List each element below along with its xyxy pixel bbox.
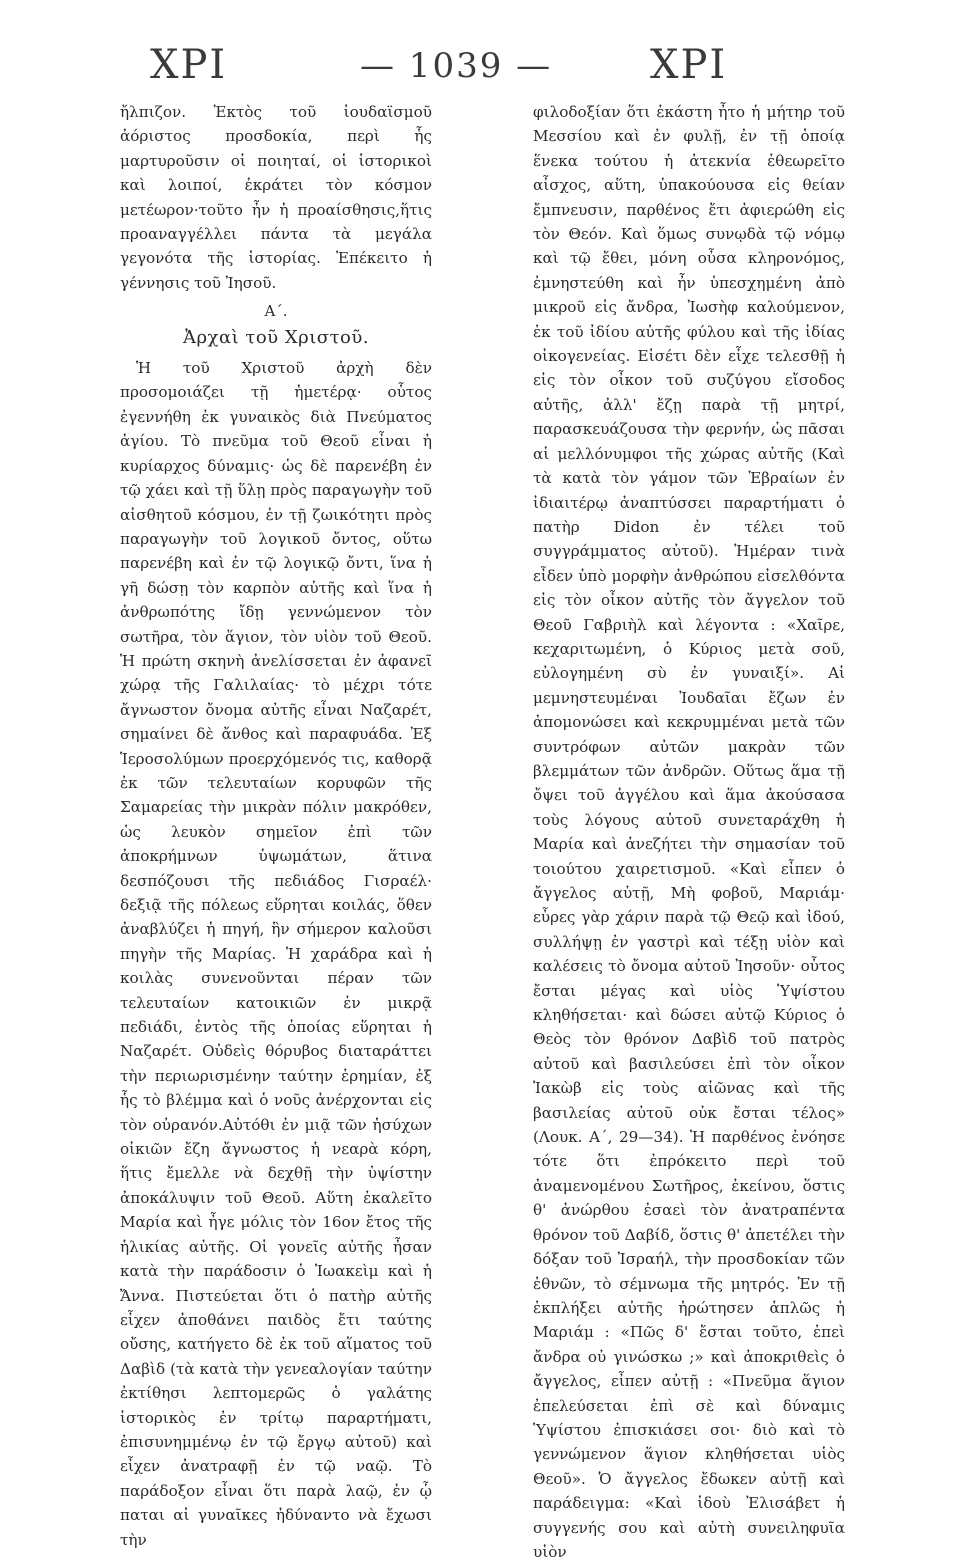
paragraph: Ἡ τοῦ Χριστοῦ ἀρχὴ δὲν προσομοιάζει τῇ ἡμετέρᾳ· οὗτος ἐγεννήθη ἐκ γυναικὸς διὰ Πνεύματος ἁγίου. Τὸ πνεῦμα τοῦ Θεοῦ εἶναι ἡ κυρίαρχος δύναμις· ὡς δὲ παρενέβη ἐν τῷ χάει καὶ τῇ ὕλῃ πρὸς παραγωγὴν τοῦ αἰσθητοῦ κόσμου, ἐν τῇ ζωικότητι πρὸς παραγωγὴν τοῦ λογικοῦ ὄντος, οὕτω παρενέβη καὶ ἐν τῷ λογικῷ ὄντι, ἵνα ἡ γῆ δώσῃ τὸν καρπὸν αὐτῆς καὶ ἵνα ἡ ἀνθρωπότης ἴδῃ γεννώμενον τὸν σωτῆρα, τὸν ἅγιον, τὸν υἱὸν τοῦ Θεοῦ. Ἡ πρώτη σκηνὴ ἀνελίσσεται ἐν ἀφανεῖ χώρᾳ τῆς Γαλιλαίας· τὸ μέχρι τότε ἄγνωστον ὄνομα αὐτῆς εἶναι Ναζαρέτ, σημαίνει δὲ ἄνθος καὶ παραφυάδα. Ἐξ Ἱεροσολύμων προερχόμενός τις, καθορᾷ ἐκ τῶν τελευταίων κορυφῶν τῆς Σαμαρείας τὴν μικρὰν πόλιν μακρόθεν, ὡς λευκὸν σημεῖον ἐπὶ τῶν ἀποκρήμνων ὑψωμάτων, ἅτινα δεσπόζουσι τῆς πεδιάδος Γισραέλ· δεξιᾷ τῆς πόλεως εὕρηται κοιλάς, ὅθεν ἀναβλύζει ἡ πηγή, ἣν σήμερον καλοῦσι πηγὴν τῆς Μαρίας. Ἡ χαράδρα καὶ ἡ κοιλὰς συνενοῦνται πέραν τῶν τελευταίων κατοικιῶν ἐν μικρᾷ πεδιάδι, ἐντὸς τῆς ὁποίας εὕρηται ἡ Ναζαρέτ. Οὐδεὶς θόρυβος διαταράττει τὴν περιωρισμένην ταύτην ἐρημίαν, ἐξ ἧς τὸ βλέμμα καὶ ὁ νοῦς ἀνέρχονται εἰς τὸν οὐρανόν.Αὐτόθι ἐν μιᾷ τῶν ἡσύχων οἰκιῶν ἔζη ἄγνωστος ἡ νεαρὰ κόρη, ἥτις ἔμελλε νὰ δεχθῇ τὴν ὑψίστην ἀποκάλυψιν τοῦ Θεοῦ. Αὕτη ἐκαλεῖτο Μαρία καὶ ἦγε μόλις τὸν 16ον ἔτος τῆς ἡλικίας αὐτῆς. Οἱ γονεῖς αὐτῆς ἦσαν κατὰ τὴν παράδοσιν ὁ Ἰωακεὶμ καὶ ἡ Ἄννα. Πιστεύεται ὅτι ὁ πατὴρ αὐτῆς εἶχεν ἀποθάνει παιδὸς ἔτι ταύτης οὔσης, κατήγετο δὲ ἐκ τοῦ αἵματος τοῦ Δαβὶδ (τὰ κατὰ τὴν γενεαλογίαν ταύτην ἐκτίθησι λεπτομερῶς ὁ γαλάτης ἱστορικὸς ἐν τρίτῳ παραρτήματι, ἐπισυνημμένῳ ἐν τῷ ἔργῳ αὐτοῦ) καὶ εἶχεν ἀνατραφῇ ἐν τῷ ναῷ. Τὸ παράδοξον εἶναι ὅτι παρὰ λαῷ, ἐν ᾧ παται αἱ γυναῖκες ἠδύναντο νὰ ἔχωσι τὴν	[120, 359, 432, 1549]
page-number: — 1039 —	[360, 46, 553, 86]
paragraph: ἤλπιζον. Ἐκτὸς τοῦ ἰουδαϊσμοῦ ἀόριστος προσδοκία, περὶ ἧς μαρτυροῦσιν οἱ ποιηταί, οἱ ἱστορικοὶ καὶ λοιποί, ἐκράτει τὸν κόσμον μετέωρον·τοῦτο ἦν ἡ προαίσθησις,ἥτις προαναγγέλλει πάντα τὰ μεγάλα γεγονότα τῆς ἱστορίας. Ἐπέκειτο ἡ γέννησις τοῦ Ἰησοῦ.	[120, 103, 432, 292]
running-head-left: ΧΡΙ	[150, 42, 228, 88]
left-column	[120, 100, 432, 1549]
section-heading: Ἀρχαὶ τοῦ Χριστοῦ.	[182, 326, 370, 348]
section-number: Α΄.	[264, 302, 288, 321]
page-header	[0, 34, 969, 94]
running-head-right: ΧΡΙ	[650, 42, 728, 88]
paragraph: φιλοδοξίαν ὅτι ἑκάστη ἦτο ἡ μήτηρ τοῦ Μεσσίου καὶ ἐν φυλῇ, ἐν τῇ ὁποίᾳ ἕνεκα τούτου ἡ ἀτεκνία ἐθεωρεῖτο αἶσχος, αὕτη, ὑπακούουσα εἰς θείαν ἔμπνευσιν, παρθένος ἔτι ἀφιερώθη εἰς τὸν Θεόν. Καὶ ὅμως συνῳδὰ τῷ νόμῳ καὶ τῷ ἔθει, μόνη οὖσα κληρονόμος, ἐμνηστεύθη καὶ ἦν ὑπεσχημένη ἀπὸ μικροῦ εἰς ἄνδρα, Ἰωσὴφ καλούμενον, ἐκ τοῦ ἰδίου αὐτῆς φύλου καὶ τῆς ἰδίας οἰκογενείας. Εἰσέτι δὲν εἶχε τελεσθῇ ἡ εἰς τὸν οἶκον τοῦ συζύγου εἴσοδος αὐτῆς, ἀλλ' ἔζῃ παρὰ τῇ μητρί, παρασκευάζουσα τὴν φερνήν, ὡς πᾶσαι αἱ μελλόνυμφοι τῆς χώρας αὐτῆς (Καὶ τὰ κατὰ τὸν γάμον τῶν Ἑβραίων ἐν ἰδιαιτέρῳ ἀναπτύσσει παραρτήματι ὁ πατὴρ Didon ἐν τέλει τοῦ συγγράμματος αὐτοῦ). Ἡμέραν τινὰ εἶδεν ὑπὸ μορφὴν ἀνθρώπου εἰσελθόντα εἰς τὸν οἶκον αὐτῆς τὸν ἄγγελον τοῦ Θεοῦ Γαβριὴλ καὶ λέγοντα : «Χαῖρε, κεχαριτωμένη, ὁ Κύριος μετὰ σοῦ, εὐλογημένη σὺ ἐν γυναιξί». Αἱ μεμνηστευμέναι Ἰουδαῖαι ἔζων ἐν ἀπομονώσει καὶ κεκρυμμέναι μετὰ τῶν συντρόφων αὐτῶν μακρὰν τῶν βλεμμάτων τῶν ἀνδρῶν. Οὕτως ἅμα τῇ ὄψει τοῦ ἀγγέλου καὶ ἅμα ἀκούσασα τοὺς λόγους αὐτοῦ συνεταράχθη ἡ Μαρία καὶ ἀνεζήτει τὴν σημασίαν τοῦ τοιούτου χαιρετισμοῦ. «Καὶ εἶπεν ὁ ἄγγελος αὐτῇ, Μὴ φοβοῦ, Μαριάμ· εὗρες γὰρ χάριν παρὰ τῷ Θεῷ καὶ ἰδού, συλλήψῃ ἐν γαστρὶ καὶ τέξῃ υἱὸν καὶ καλέσεις τὸ ὄνομα αὐτοῦ Ἰησοῦν· οὗτος ἔσται μέγας καὶ υἱὸς Ὑψίστου κληθήσεται· καὶ δώσει αὐτῷ Κύριος ὁ Θεὸς τὸν θρόνον Δαβὶδ τοῦ πατρὸς αὐτοῦ καὶ βασιλεύσει ἐπὶ τὸν οἶκον Ἰακὼβ εἰς τοὺς αἰῶνας καὶ τῆς βασιλείας αὐτοῦ οὐκ ἔσται τέλος» (Λουκ. Α΄, 29—34). Ἡ παρθένος ἐνόησε τότε ὅτι ἐπρόκειτο περὶ τοῦ ἀναμενομένου Σωτῆρος, ἐκείνου, ὅστις θ' ἀνώρθου ἐσαεὶ τὸν ἀνατραπέντα θρόνον τοῦ Δαβίδ, ὅστις θ' ἀπετέλει τὴν δόξαν τοῦ Ἰσραήλ, τὴν προσδοκίαν τῶν ἐθνῶν, τὸ σέμνωμα τῆς μητρός. Ἐν τῇ ἐκπλήξει αὐτῆς ἠρώτησεν ἁπλῶς ἡ Μαριάμ : «Πῶς δ' ἔσται τοῦτο, ἐπεὶ ἄνδρα οὐ γινώσκω ;» καὶ ἀποκριθεὶς ὁ ἄγγελος, εἶπεν αὐτῇ : «Πνεῦμα ἅγιον ἐπελεύσεται ἐπὶ σὲ καὶ δύναμις Ὑψίστου ἐπισκιάσει σοι· διὸ καὶ τὸ γεννώμενον ἅγιον κληθήσεται υἱὸς Θεοῦ». Ὁ ἄγγελος ἔδωκεν αὐτῇ καὶ παράδειγμα: «Καὶ ἰδοὺ Ἐλισάβετ ἡ συγγενής σου καὶ αὐτὴ συνειληφυῖα υἱὸν	[533, 103, 845, 1561]
right-column	[533, 100, 845, 1561]
